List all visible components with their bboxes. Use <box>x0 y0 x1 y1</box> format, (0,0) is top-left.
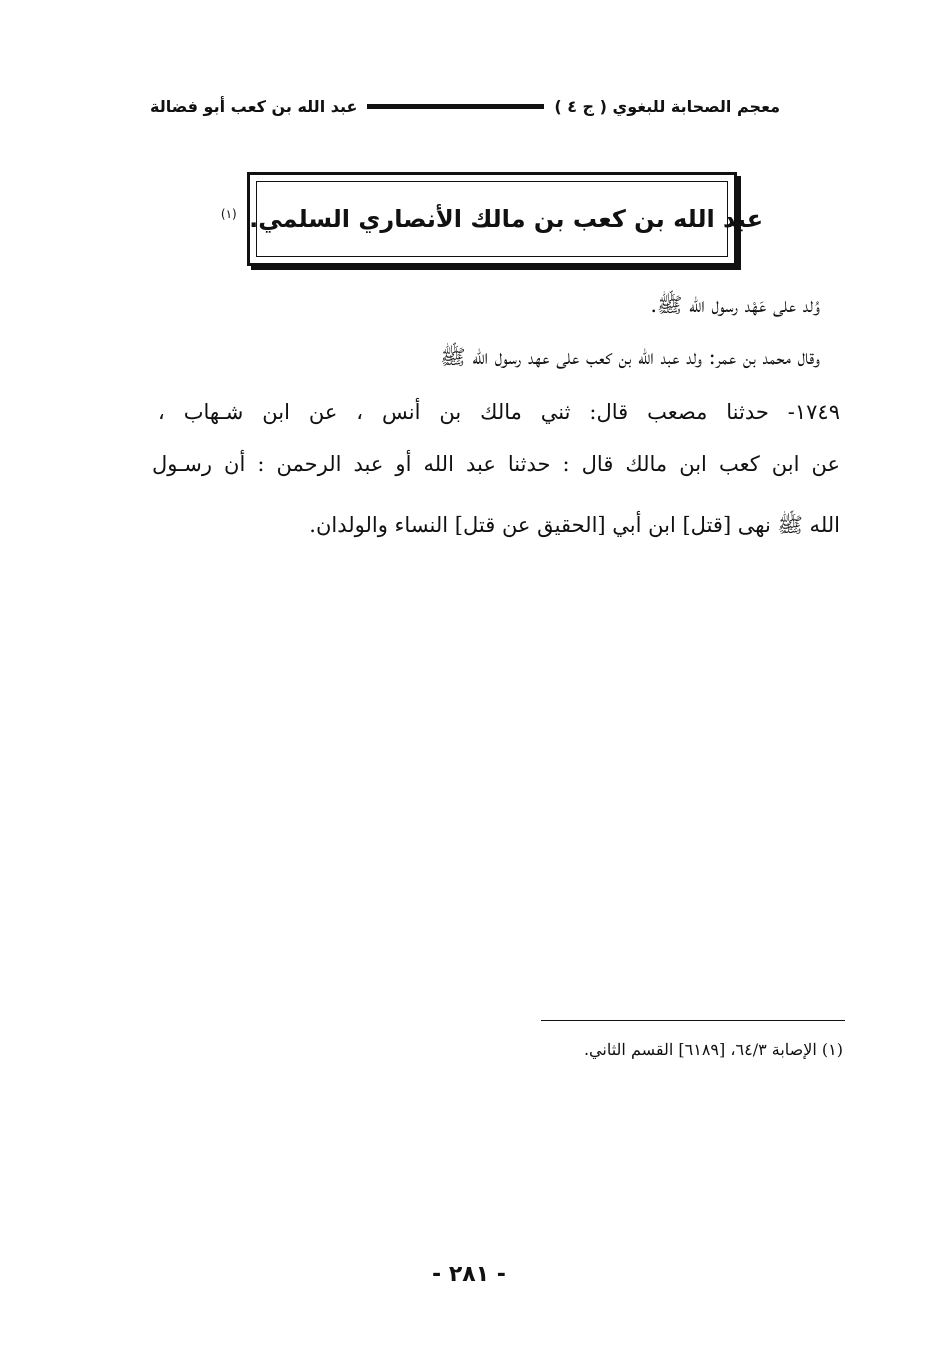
running-header-book-title: معجم الصحابة للبغوي ( ج ٤ ) <box>554 96 780 116</box>
entry-title <box>221 205 763 233</box>
body-line-5: الله ﷺ نهى [قتل] ابن أبي [الحقيق عن قتل] النساء والولدان. <box>309 513 840 537</box>
running-header <box>150 92 780 120</box>
entry-title-frame <box>220 181 764 257</box>
entry-title-footnote-ref: (١) <box>220 207 237 221</box>
page-number: - ٢٨١ - <box>432 1262 506 1287</box>
running-header-entry-title: عبد الله بن كعب أبو فضالة <box>150 96 358 116</box>
entry-title-box <box>220 172 764 266</box>
running-header-rule <box>367 104 544 109</box>
entry-title-text: عبد الله بن كعب بن مالك الأنصاري السلمي. <box>249 205 764 233</box>
footnote: (١) الإصابة ٦٤/٣، [٦١٨٩] القسم الثاني. <box>583 1040 843 1059</box>
body-line-4: عن ابن كعب ابن مالك قال : حدثنا عبد الله أو عبد الرحمن : أن رسـول <box>152 452 840 476</box>
body-line-2: وقال محمد بن عمر: ولد عبد الله بن كعب على عهد رسول الله ﷺ <box>440 345 820 369</box>
body-line-1: وُلد على عَهْد رسول الله ﷺ. <box>650 293 820 317</box>
body-line-3: ١٧٤٩- حدثنا مصعب قال: ثني مالك بن أنس ، عن ابن شـهاب ، <box>158 400 840 424</box>
footnote-separator <box>541 1020 845 1021</box>
